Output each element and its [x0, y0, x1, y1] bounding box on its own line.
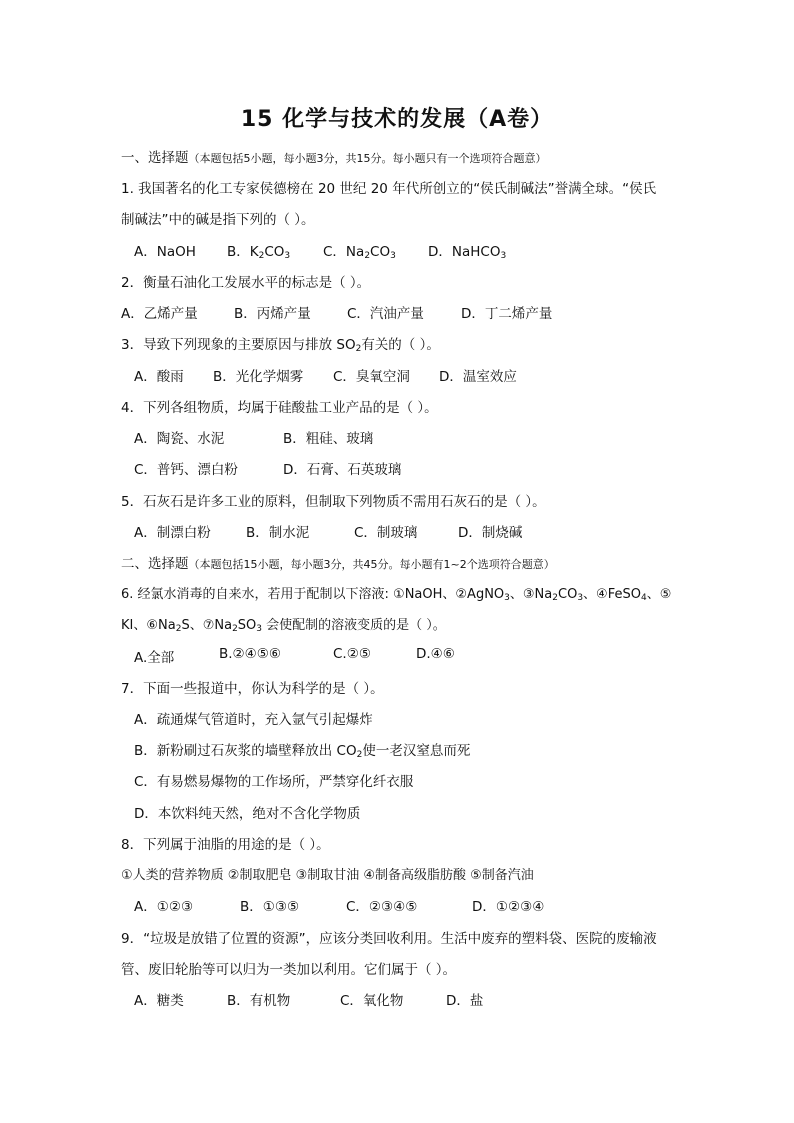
section-2-header [121, 552, 555, 572]
question-7-option-c: C．有易燃易爆物的工作场所，严禁穿化纤衣服 [134, 774, 414, 790]
section-1-note: （本题包括5小题，每小题3分，共15分。每小题只有一个选项符合题意） [188, 152, 547, 165]
question-7-line-1: 7．下面一些报道中，你认为科学的是（ ）。 [121, 681, 384, 697]
question-2-line-1: 2．衡量石油化工发展水平的标志是（ ）。 [121, 275, 371, 291]
question-9-option-b: B．有机物 [227, 993, 291, 1009]
question-3-option-c: C．臭氧空洞 [333, 369, 410, 385]
question-9-option-d: D．盐 [446, 993, 484, 1009]
question-3-option-b: B．光化学烟雾 [213, 369, 304, 385]
question-5-option-a: A．制漂白粉 [134, 525, 211, 541]
section-1-heading: 一、选择题 [121, 150, 189, 166]
question-5-option-b: B．制水泥 [246, 525, 310, 541]
question-2-option-d: D．丁二烯产量 [461, 306, 553, 322]
question-2-option-b: B．丙烯产量 [234, 306, 311, 322]
question-1-line-1: 1. 我国著名的化工专家侯德榜在 20 世纪 20 年代所创立的“侯氏制碱法”誉满全球。“侯氏 [121, 181, 657, 197]
question-9-line-1: 9．“垃圾是放错了位置的资源”，应该分类回收利用。生活中废弃的塑料袋、医院的废输液 [121, 931, 657, 947]
question-8-option-b: B．①③⑤ [240, 899, 300, 915]
question-6-option-d: D.④⑥ [416, 646, 455, 662]
question-1-option-a: A．NaOH [134, 244, 196, 260]
question-2-option-c: C．汽油产量 [347, 306, 424, 322]
question-5-option-c: C．制玻璃 [354, 525, 418, 541]
question-4-option-c: C．普钙、漂白粉 [134, 462, 238, 478]
question-1-line-2: 制碱法”中的碱是指下列的（ ）。 [121, 212, 315, 228]
question-4-option-d: D．石膏、石英玻璃 [283, 462, 402, 478]
question-8-option-c: C．②③④⑤ [346, 899, 418, 915]
question-8-items: ①人类的营养物质 ②制取肥皂 ③制取甘油 ④制备高级脂肪酸 ⑤制备汽油 [121, 868, 534, 883]
question-4-option-a: A．陶瓷、水泥 [134, 431, 225, 447]
question-7-option-a: A．疏通煤气管道时，充入氩气引起爆炸 [134, 712, 373, 728]
question-9-line-2: 管、废旧轮胎等可以归为一类加以利用。它们属于（ ）。 [121, 962, 457, 978]
question-7-option-d: D．本饮料纯天然，绝对不含化学物质 [134, 806, 361, 822]
question-6-line-2: KI、$⑥Na_2S$、$⑦Na_2SO_3$ 会使配制的溶液变质的是（ ）。 [121, 618, 446, 634]
question-1-option-c: C．$Na_2CO_3$ [323, 244, 396, 261]
question-6-option-a: A.全部 [134, 650, 175, 666]
question-8-option-d: D．①②③④ [472, 899, 545, 915]
question-8-line-1: 8．下列属于油脂的用途的是（ ）。 [121, 837, 330, 853]
question-3-line-1: 3．导致下列现象的主要原因与排放 $SO_2$有关的（ ）。 [121, 337, 440, 354]
question-3-option-a: A．酸雨 [134, 369, 184, 385]
section-2-heading: 二、选择题 [121, 556, 189, 572]
question-6-option-c: C.②⑤ [333, 646, 371, 662]
section-2-note: （本题包括15小题，每小题3分，共45分。每小题有1~2个选项符合题意） [188, 558, 555, 571]
page-title: 15 化学与技术的发展（A卷） [240, 107, 554, 132]
question-1-option-b: B．$K_2CO_3$ [227, 244, 291, 261]
section-1-header [121, 146, 547, 166]
question-9-option-c: C．氧化物 [340, 993, 404, 1009]
question-2-option-a: A．乙烯产量 [121, 306, 198, 322]
question-6-line-1: 6. 经氯水消毒的自来水，若用于配制以下溶液: ①NaOH、②AgNO$_3$、$③Na_2CO_3$、④FeSO$_4$、⑤ [121, 587, 672, 603]
question-1-option-d: D．NaHCO$_3$ [428, 244, 507, 261]
question-9-option-a: A．糖类 [134, 993, 184, 1009]
question-4-option-b: B．粗硅、玻璃 [283, 431, 374, 447]
question-3-option-d: D．温室效应 [439, 369, 517, 385]
question-4-line-1: 4．下列各组物质，均属于硅酸盐工业产品的是（ ）。 [121, 400, 438, 416]
question-5-line-1: 5．石灰石是许多工业的原料，但制取下列物质不需用石灰石的是（ ）。 [121, 494, 546, 510]
question-6-option-b: B.②④⑤⑥ [219, 646, 281, 662]
question-5-option-d: D．制烧碱 [458, 525, 523, 541]
question-7-option-b: B．新粉刷过石灰浆的墙壁释放出 $CO_2$使一老汉窒息而死 [134, 743, 471, 760]
question-8-option-a: A．①②③ [134, 899, 194, 915]
